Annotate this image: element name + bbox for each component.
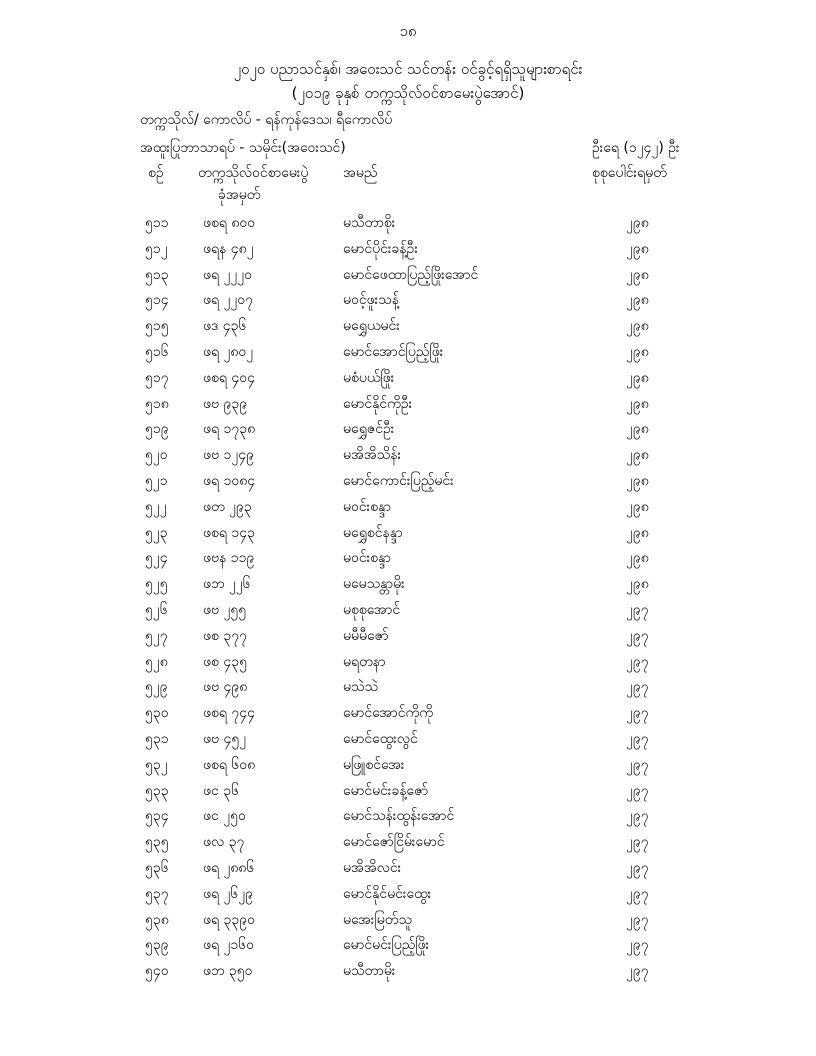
student-list <box>0 210 816 984</box>
row-seq: ၅၁၃ <box>145 266 169 283</box>
row-name: မောင်ထွေးလွင် <box>343 730 418 747</box>
row-name: မောင်အောင်ကိုကို <box>343 705 433 722</box>
row-roll-number: ဖစရ ၈၀၀ <box>203 215 256 231</box>
document-subtitle: (၂၀၁၉ ခုနှစ် တက္ကသိုလ်ဝင်စာမေးပွဲအောင်) <box>291 84 525 102</box>
row-seq: ၅၃၅ <box>145 834 169 851</box>
row-seq: ၅၂၉ <box>145 679 168 696</box>
row-name: မောင်ကောင်းပြည့်မင်း <box>343 472 454 489</box>
table-row <box>0 442 816 468</box>
row-roll-number: ဖရန ၄၈၂ <box>203 240 254 257</box>
row-marks: ၂၉၈ <box>626 240 649 257</box>
table-row <box>0 958 816 984</box>
page-number: ၁၈ <box>399 22 417 40</box>
row-name: မောင်အောင်ပြည့်ဖြိုး <box>343 343 444 360</box>
row-seq: ၅၁၂ <box>145 240 168 257</box>
row-seq: ၅၃၆ <box>145 859 169 876</box>
header-seq: စဉ် <box>148 165 164 181</box>
row-name: မရွှေစင်နန္ဒာ <box>343 524 403 541</box>
department-line: အထူးပြုဘာသာရပ် - သမိုင်း(အဝေးသင်) <box>140 140 346 156</box>
row-name: မောင်ပိုင်းခန့်ဦး <box>343 240 418 257</box>
row-name: မရတနာ <box>343 653 386 670</box>
table-row <box>0 339 816 365</box>
table-row <box>0 597 816 623</box>
table-row <box>0 932 816 958</box>
table-row <box>0 803 816 829</box>
row-marks: ၂၉၇ <box>626 834 649 851</box>
row-roll-number: ဖဗ ၉၃၉ <box>203 395 248 412</box>
row-marks: ၂၉၇ <box>626 963 649 980</box>
row-name: မသဲသဲ <box>343 679 379 696</box>
row-marks: ၂၉၇ <box>626 756 649 773</box>
row-seq: ၅၂၆ <box>145 601 168 618</box>
row-roll-number: ဖဘ ၃၅၀ <box>203 963 253 980</box>
row-seq: ၅၃၂ <box>145 756 168 773</box>
row-roll-number: ဖစရ ၁၄၃ <box>203 524 255 541</box>
row-marks: ၂၉၇ <box>626 937 649 954</box>
table-row <box>0 391 816 417</box>
row-seq: ၅၃၁ <box>145 730 169 747</box>
row-marks: ၂၉၈ <box>626 498 649 515</box>
row-roll-number: ဖလ ၃၇ <box>203 834 245 851</box>
row-name: မောင်နိုင်ကိုဦး <box>343 395 413 412</box>
row-roll-number: ဖရ ၂၂၂၀ <box>203 266 252 283</box>
table-row <box>0 571 816 597</box>
row-marks: ၂၉၈ <box>626 524 649 541</box>
row-marks: ၂၉၇ <box>626 911 649 928</box>
row-seq: ၅၃၀ <box>145 705 169 722</box>
header-name: အမည် <box>343 165 378 181</box>
row-marks: ၂၉၇ <box>626 859 649 876</box>
row-name: မောင်ဇော်ငြိမ်းမောင် <box>343 834 445 851</box>
row-name: မောင်မင်းပြည့်ဖြိုး <box>343 937 430 954</box>
row-seq: ၅၃၃ <box>145 782 169 799</box>
row-name: မဝင့်ဖူးသန့် <box>343 292 399 309</box>
row-marks: ၂၉၇ <box>626 808 649 825</box>
row-marks: ၂၉၇ <box>626 653 649 670</box>
row-roll-number: ဖရ ၂၈၀၂ <box>203 343 254 360</box>
table-row <box>0 520 816 546</box>
header-roll: တက္ကသိုလ်ဝင်စာမေးပွဲ <box>198 165 309 181</box>
row-seq: ၅၂၁ <box>145 472 168 489</box>
row-marks: ၂၉၈ <box>626 550 649 567</box>
row-seq: ၅၂၇ <box>145 627 168 644</box>
row-seq: ၅၃၇ <box>145 885 169 902</box>
row-roll-number: ဖရ ၂၁၆၀ <box>203 937 254 954</box>
table-row <box>0 313 816 339</box>
row-roll-number: ဖစ ၃၇၇ <box>203 627 247 644</box>
row-name: မမီမီဇော် <box>343 627 389 644</box>
table-row <box>0 365 816 391</box>
row-name: မောင်ဖေထာပြည့်ဖြိုးအောင် <box>343 266 479 283</box>
table-row <box>0 855 816 881</box>
row-marks: ၂၉၇ <box>626 730 649 747</box>
row-name: မစံပယ်ဖြိုး <box>343 369 395 386</box>
row-seq: ၅၃၄ <box>145 808 169 825</box>
row-roll-number: ဖစ ၄၃၅ <box>203 653 247 670</box>
table-row <box>0 726 816 752</box>
row-roll-number: ဖစရ ၄၀၄ <box>203 369 255 386</box>
header-marks: စုစုပေါင်းရမှတ် <box>592 165 667 181</box>
row-seq: ၅၁၈ <box>145 395 169 412</box>
row-roll-number: ဖဗ ၄၅၂ <box>203 730 247 747</box>
row-name: မရွှေဇင်ဦး <box>343 421 395 438</box>
row-roll-number: ဖရ ၁၇၃၈ <box>203 421 256 438</box>
row-marks: ၂၉၈ <box>626 576 649 593</box>
row-roll-number: ဖဗ ၂၅၅ <box>203 601 247 618</box>
table-row <box>0 545 816 571</box>
table-row <box>0 623 816 649</box>
row-roll-number: ဖင ၂၅၀ <box>203 808 246 825</box>
row-roll-number: ဖရ ၃၃၉၀ <box>203 911 255 928</box>
row-seq: ၅၂၃ <box>145 524 168 541</box>
table-row <box>0 829 816 855</box>
row-name: မဝင်းစန္ဒာ <box>343 550 392 567</box>
row-marks: ၂၉၈ <box>626 215 649 231</box>
row-seq: ၅၂၅ <box>145 576 168 593</box>
row-name: မအိအိသိန်း <box>343 447 402 464</box>
row-seq: ၅၂၈ <box>145 653 168 670</box>
row-marks: ၂၉၇ <box>626 782 649 799</box>
row-marks: ၂၉၇ <box>626 679 649 696</box>
header-roll-line2: ခုံအမှတ် <box>218 187 261 203</box>
row-name: မမေသန္တာမိုး <box>343 576 405 593</box>
table-row <box>0 907 816 933</box>
row-name: မဝင်းစန္ဒာ <box>343 498 392 515</box>
document-title: ၂၀၂၀ ပညာသင်နှစ်၊ အဝေးသင် သင်တန်း ဝင်ခွင့်ရရှိသူများစာရင်း <box>233 60 583 78</box>
table-row <box>0 649 816 675</box>
row-roll-number: ဖဗ ၄၉၈ <box>203 679 248 696</box>
row-marks: ၂၉၇ <box>626 601 649 618</box>
row-name: မောင်သန်းထွန်းအောင် <box>343 808 455 825</box>
row-marks: ၂၉၈ <box>626 472 649 489</box>
row-name: မောင်မင်းခန့်ဇော် <box>343 782 429 799</box>
row-roll-number: ဖဗန ၁၁၉ <box>203 550 255 567</box>
row-name: မဖြူစင်အေး <box>343 756 405 773</box>
row-seq: ၅၁၉ <box>145 421 169 438</box>
row-seq: ၅၁၁ <box>145 215 169 231</box>
row-seq: ၅၄၀ <box>145 963 169 980</box>
row-marks: ၂၉၈ <box>626 292 649 309</box>
row-marks: ၂၉၈ <box>626 447 649 464</box>
row-marks: ၂၉၈ <box>626 343 649 360</box>
university-line: တက္ကသိုလ်/ ကောလိပ် - ရန်ကုန်ဒေသ၊ ရီကောလိပ် <box>140 112 393 128</box>
row-name: မအိအိလင်း <box>343 859 402 876</box>
row-roll-number: ဖရ ၂၆၂၉ <box>203 885 253 902</box>
table-row <box>0 752 816 778</box>
row-marks: ၂၉၈ <box>626 318 649 335</box>
table-row <box>0 236 816 262</box>
row-name: မသီတာမိုး <box>343 963 396 980</box>
row-roll-number: ဖဗ ၁၂၄၉ <box>203 447 254 464</box>
row-roll-number: ဖတ ၂၉၃ <box>203 498 252 515</box>
row-name: မစုစုအောင် <box>343 601 401 618</box>
table-row <box>0 674 816 700</box>
table-row <box>0 287 816 313</box>
row-seq: ၅၁၄ <box>145 292 169 309</box>
row-name: မအေးမြတ်သူ <box>343 911 412 928</box>
row-seq: ၅၃၈ <box>145 911 169 928</box>
row-marks: ၂၉၇ <box>626 627 649 644</box>
row-roll-number: ဖရ ၂၂၀၇ <box>203 292 253 309</box>
row-roll-number: ဖဘ ၂၂၆ <box>203 576 251 593</box>
row-roll-number: ဖစရ ၇၄၄ <box>203 705 255 722</box>
row-marks: ၂၉၇ <box>626 885 649 902</box>
row-marks: ၂၉၈ <box>626 266 649 283</box>
row-seq: ၅၃၉ <box>145 937 169 954</box>
row-roll-number: ဖရ ၂၈၈၆ <box>203 859 255 876</box>
row-name: မောင်နိုင်မင်းထွေး <box>343 885 432 902</box>
row-roll-number: ဖဒ ၄၃၆ <box>203 318 247 335</box>
table-row <box>0 262 816 288</box>
row-name: မသီတာစိုး <box>343 215 396 231</box>
row-seq: ၅၁၅ <box>145 318 169 335</box>
row-name: မရွှေယမင်း <box>343 318 400 335</box>
row-seq: ၅၁၆ <box>145 343 169 360</box>
row-seq: ၅၂၄ <box>145 550 168 567</box>
row-seq: ၅၁၇ <box>145 369 169 386</box>
row-marks: ၂၉၇ <box>626 705 649 722</box>
row-seq: ၅၂၀ <box>145 447 168 464</box>
table-row <box>0 494 816 520</box>
table-row <box>0 210 816 236</box>
row-seq: ၅၂၂ <box>145 498 167 515</box>
table-row <box>0 468 816 494</box>
table-row <box>0 881 816 907</box>
row-roll-number: ဖစရ ၆၀၈ <box>203 756 256 773</box>
total-count: ဦးရေ (၁၂၄၂) ဦး <box>592 140 680 156</box>
row-marks: ၂၉၈ <box>626 369 649 386</box>
row-marks: ၂၉၈ <box>626 395 649 412</box>
table-row <box>0 416 816 442</box>
table-row <box>0 700 816 726</box>
row-marks: ၂၉၈ <box>626 421 649 438</box>
table-row <box>0 778 816 804</box>
row-roll-number: ဖင ၃၆ <box>203 782 239 799</box>
row-roll-number: ဖရ ၁၀၈၄ <box>203 472 256 489</box>
